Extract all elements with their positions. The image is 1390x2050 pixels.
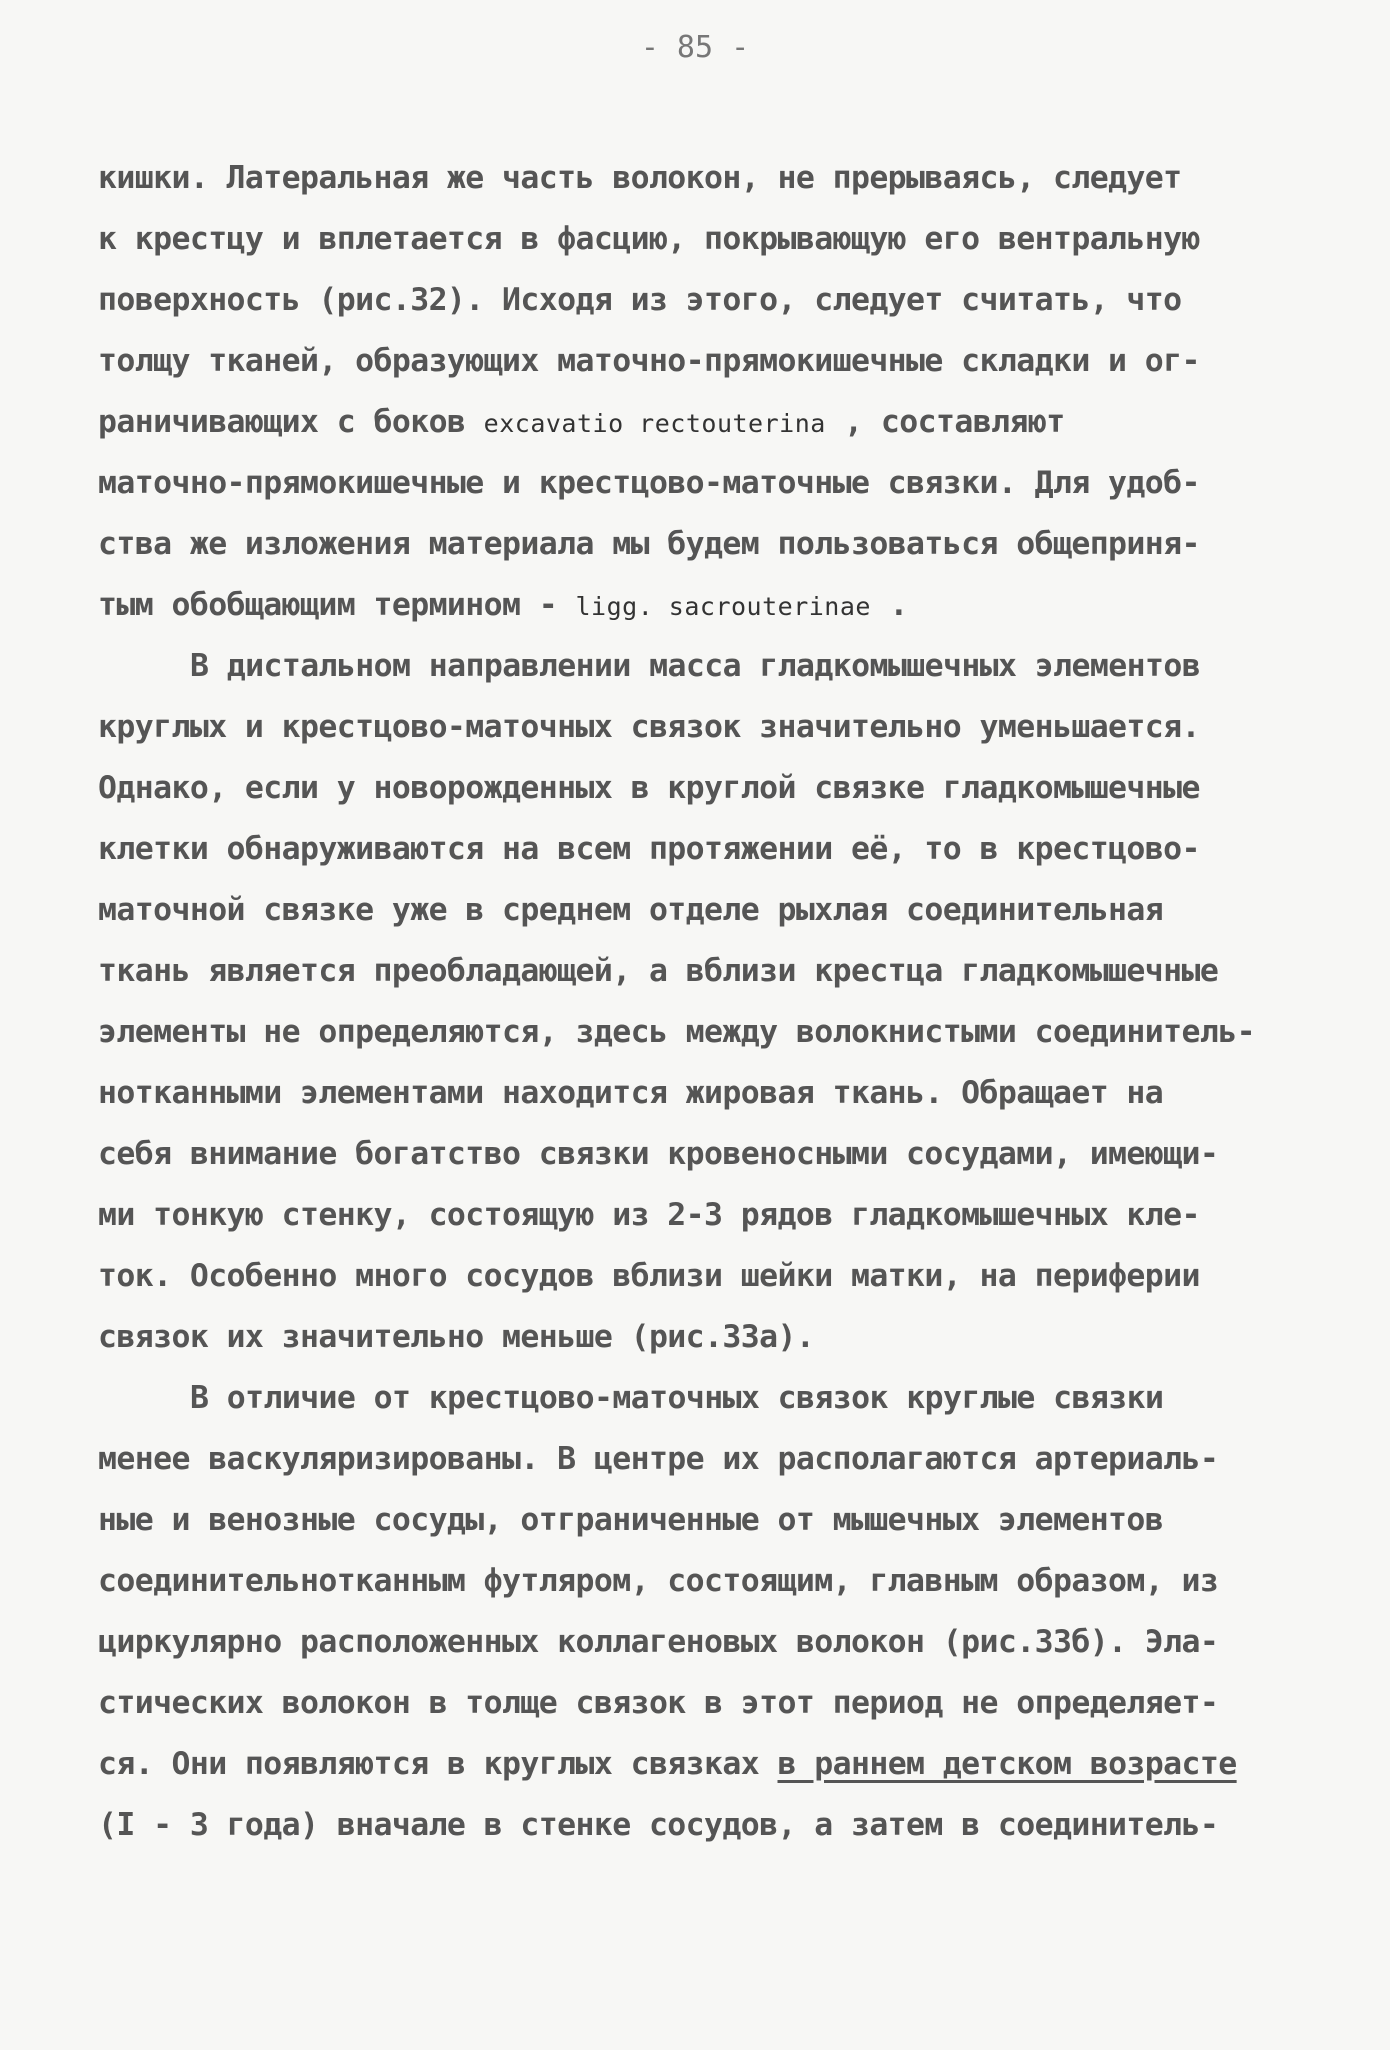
- text-line: ток. Особенно много сосудов вблизи шейки матки, на периферии: [98, 1258, 1200, 1294]
- text-line: В отличие от крестцово-маточных связок круглые связки: [190, 1380, 1164, 1416]
- latin-term: ligg. sacrouterinae: [575, 592, 871, 621]
- latin-term: excavatio rectouterina: [483, 409, 826, 438]
- underlined-phrase: в раннем детском возрасте: [777, 1746, 1237, 1782]
- text-line: Однако, если у новорожденных в круглой связке гладкомышечные: [98, 770, 1200, 806]
- text-line: к крестцу и вплетается в фасцию, покрывающую его вентральную: [98, 221, 1200, 257]
- text-line: (I - 3 года) вначале в стенке сосудов, а затем в соединитель-: [98, 1807, 1219, 1843]
- text-line: В дистальном направлении масса гладкомышечных элементов: [190, 648, 1201, 684]
- text-line: ства же изложения материала мы будем пользоваться общеприня-: [98, 526, 1200, 562]
- text-line: маточной связке уже в среднем отделе рыхлая соединительная: [98, 892, 1164, 928]
- text-line: ные и венозные сосуды, отграниченные от мышечных элементов: [98, 1502, 1164, 1538]
- text-line: ми тонкую стенку, состоящую из 2-3 рядов гладкомышечных кле-: [98, 1197, 1200, 1233]
- text-line: кишки. Латеральная же часть волокон, не прерываясь, следует: [98, 160, 1182, 196]
- text-segment: .: [870, 587, 908, 623]
- text-line: соединительнотканным футляром, состоящим, главным образом, из: [98, 1563, 1219, 1599]
- text-line: круглых и крестцово-маточных связок значительно уменьшается.: [98, 709, 1200, 745]
- text-line: толщу тканей, образующих маточно-прямокишечные складки и ог-: [98, 343, 1200, 379]
- body-text: [98, 148, 1298, 1856]
- text-line: элементы не определяются, здесь между волокнистыми соединитель-: [98, 1014, 1255, 1050]
- text-line: связок их значительно меньше (рис.33а).: [98, 1319, 815, 1355]
- text-segment: ся. Они появляются в круглых связках: [98, 1746, 778, 1782]
- text-line: [98, 1734, 1298, 1795]
- text-segment: , составляют: [825, 404, 1065, 440]
- text-line: циркулярно расположенных коллагеновых волокон (рис.33б). Эла-: [98, 1624, 1219, 1660]
- text-segment: раничивающих с боков: [98, 404, 484, 440]
- text-line: себя внимание богатство связки кровеносными сосудами, имеющи-: [98, 1136, 1219, 1172]
- text-line: клетки обнаруживаются на всем протяжении её, то в крестцово-: [98, 831, 1200, 867]
- text-line: маточно-прямокишечные и крестцово-маточные связки. Для удоб-: [98, 465, 1200, 501]
- text-line: нотканными элементами находится жировая ткань. Обращает на: [98, 1075, 1164, 1111]
- page-number: - 85 -: [640, 30, 750, 65]
- text-line: поверхность (рис.32). Исходя из этого, следует считать, что: [98, 282, 1182, 318]
- text-line: [98, 575, 1298, 636]
- text-segment: тым обобщающим термином -: [98, 587, 576, 623]
- text-line: стических волокон в толще связок в этот период не определяет-: [98, 1685, 1219, 1721]
- text-line: [98, 392, 1298, 453]
- text-line: менее васкуляризированы. В центре их располагаются артериаль-: [98, 1441, 1219, 1477]
- text-line: ткань является преобладающей, а вблизи крестца гладкомышечные: [98, 953, 1219, 989]
